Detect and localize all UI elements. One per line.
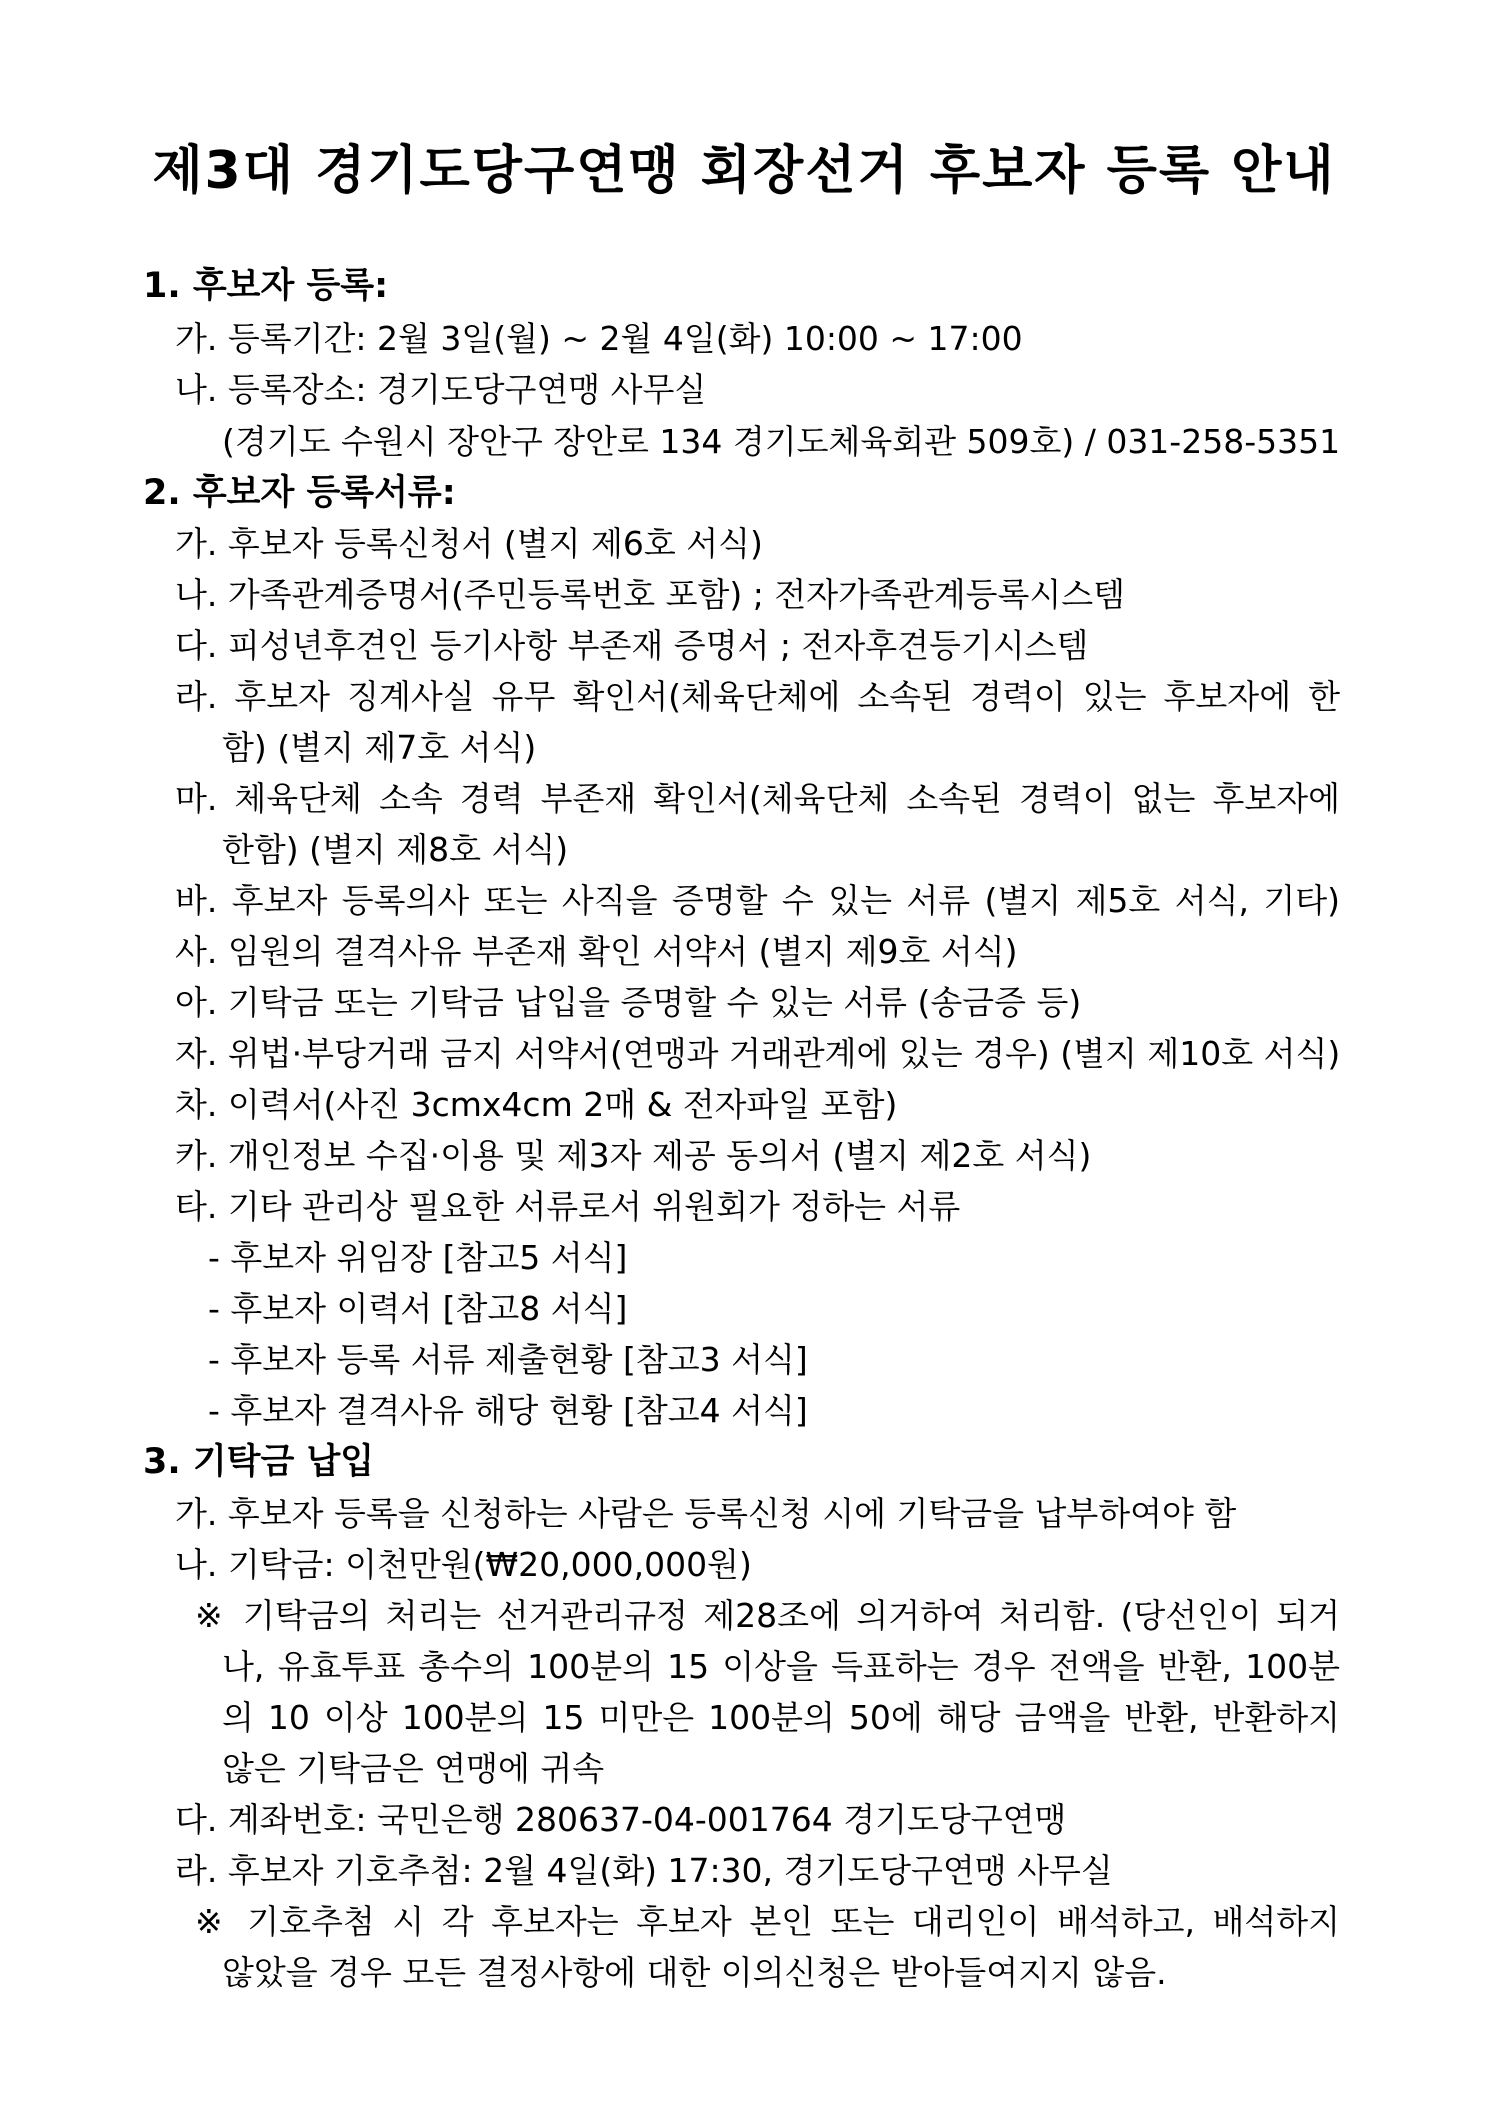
s2-item-ga: 가. 후보자 등록신청서 (별지 제6호 서식) xyxy=(175,524,763,563)
s3-note-1-line4: 않은 기탁금은 연맹에 귀속 xyxy=(222,1749,605,1788)
s3-note-1-line3: 의 10 이상 100분의 15 미만은 100분의 50에 해당 금액을 반환, 반환하지 xyxy=(222,1698,1340,1737)
s3-note-1-line2: 나, 유효투표 총수의 100분의 15 이상을 득표하는 경우 전액을 반환, 100분 xyxy=(222,1647,1340,1686)
s2-sub-item-1: - 후보자 위임장 [참고5 서식] xyxy=(208,1238,628,1277)
s2-item-a: 아. 기탁금 또는 기탁금 납입을 증명할 수 있는 서류 (송금증 등) xyxy=(175,983,1082,1022)
section-3-heading: 3. 기탁금 납입 xyxy=(143,1442,375,1482)
s3-item-da: 다. 계좌번호: 국민은행 280637-04-001764 경기도당구연맹 xyxy=(175,1800,1067,1839)
s2-item-cha: 차. 이력서(사진 3cmx4cm 2매 & 전자파일 포함) xyxy=(175,1085,898,1124)
s2-item-ra-line1: 라. 후보자 징계사실 유무 확인서(체육단체에 소속된 경력이 있는 후보자에 한 xyxy=(175,677,1340,716)
s2-item-ba: 바. 후보자 등록의사 또는 사직을 증명할 수 있는 서류 (별지 제5호 서식, 기타) xyxy=(175,881,1340,920)
s2-item-sa: 사. 임원의 결격사유 부존재 확인 서약서 (별지 제9호 서식) xyxy=(175,932,1018,971)
s2-item-ma-line1: 마. 체육단체 소속 경력 부존재 확인서(체육단체 소속된 경력이 없는 후보자에 xyxy=(175,779,1340,818)
s3-item-ra: 라. 후보자 기호추첨: 2월 4일(화) 17:30, 경기도당구연맹 사무실 xyxy=(175,1851,1113,1890)
s1-item-ga: 가. 등록기간: 2월 3일(월) ~ 2월 4일(화) 10:00 ~ 17:00 xyxy=(175,319,1023,358)
section-2-heading: 2. 후보자 등록서류: xyxy=(143,473,456,513)
s2-item-ra-line2: 함) (별지 제7호 서식) xyxy=(222,728,537,767)
page-title: 제3대 경기도당구연맹 회장선거 후보자 등록 안내 xyxy=(152,141,1336,201)
s3-note-1-line1: ※ 기탁금의 처리는 선거관리규정 제28조에 의거하여 처리함. (당선인이 되거 xyxy=(195,1596,1340,1635)
s2-item-ma-line2: 한함) (별지 제8호 서식) xyxy=(222,830,569,869)
s2-item-ja: 자. 위법·부당거래 금지 서약서(연맹과 거래관계에 있는 경우) (별지 제10호 서식) xyxy=(175,1034,1341,1073)
s1-item-na: 나. 등록장소: 경기도당구연맹 사무실 xyxy=(175,370,707,409)
s2-item-ta: 타. 기타 관리상 필요한 서류로서 위원회가 정하는 서류 xyxy=(175,1187,961,1226)
s3-item-ga: 가. 후보자 등록을 신청하는 사람은 등록신청 시에 기탁금을 납부하여야 함 xyxy=(175,1494,1237,1533)
section-1-heading: 1. 후보자 등록: xyxy=(143,266,389,306)
s1-address: (경기도 수원시 장안구 장안로 134 경기도체육회관 509호) / 031-258-5351 xyxy=(222,422,1341,461)
s2-sub-item-2: - 후보자 이력서 [참고8 서식] xyxy=(208,1289,628,1328)
s2-item-na: 나. 가족관계증명서(주민등록번호 포함) ; 전자가족관계등록시스템 xyxy=(175,575,1126,614)
s3-note-2-line1: ※ 기호추첨 시 각 후보자는 후보자 본인 또는 대리인이 배석하고, 배석하지 xyxy=(195,1902,1340,1941)
s3-note-2-line2: 않았을 경우 모든 결정사항에 대한 이의신청은 받아들여지지 않음. xyxy=(222,1953,1167,1992)
s2-item-da: 다. 피성년후견인 등기사항 부존재 증명서 ; 전자후견등기시스템 xyxy=(175,626,1089,665)
s2-sub-item-4: - 후보자 결격사유 해당 현황 [참고4 서식] xyxy=(208,1391,808,1430)
s3-item-na: 나. 기탁금: 이천만원(₩20,000,000원) xyxy=(175,1545,752,1584)
s2-sub-item-3: - 후보자 등록 서류 제출현황 [참고3 서식] xyxy=(208,1340,808,1379)
s2-item-ka: 카. 개인정보 수집·이용 및 제3자 제공 동의서 (별지 제2호 서식) xyxy=(175,1136,1092,1175)
